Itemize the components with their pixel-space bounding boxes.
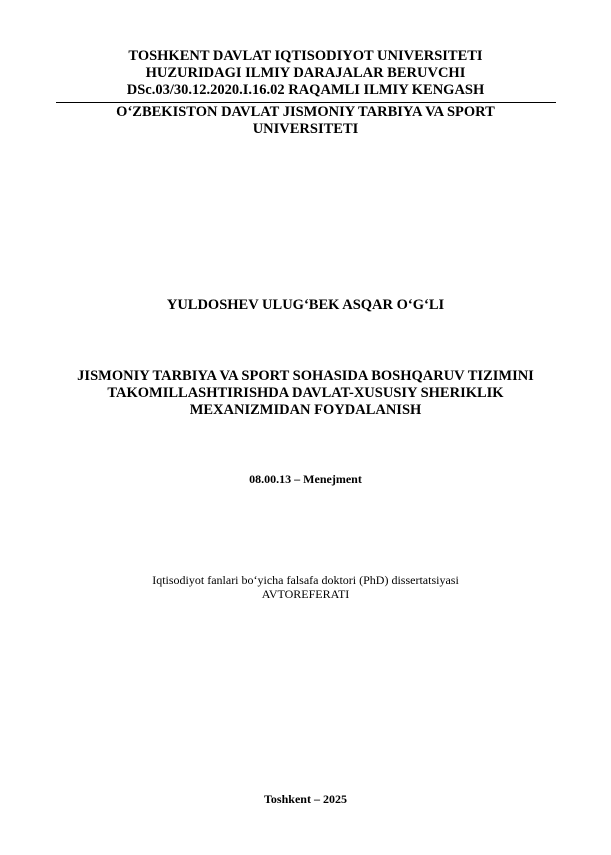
header-line-1: TOSHKENT DAVLAT IQTISODIYOT UNIVERSITETI [128, 48, 483, 64]
title-line-1: JISMONIY TARBIYA VA SPORT SOHASIDA BOSHQARUV TIZIMINI [77, 368, 534, 384]
university-line-2: UNIVERSITETI [252, 121, 359, 137]
degree-line-2: AVTOREFERATI [261, 587, 350, 601]
header-line-2: HUZURIDAGI ILMIY DARAJALAR BERUVCHI [145, 65, 466, 81]
dissertation-title [0, 368, 611, 419]
header-line-3: DSc.03/30.12.2020.I.16.02 RAQAMLI ILMIY KENGASH [126, 82, 485, 98]
council-header [0, 48, 611, 99]
university-name [0, 104, 611, 138]
title-line-3: MEXANIZMIDAN FOYDALANISH [189, 402, 422, 418]
degree-statement [0, 573, 611, 601]
header-divider [56, 102, 556, 103]
university-line-1: O‘ZBEKISTON DAVLAT JISMONIY TARBIYA VA SPORT [116, 104, 495, 120]
specialty-code: 08.00.13 – Menejment [249, 472, 362, 486]
author-name: YULDOSHEV ULUG‘BEK ASQAR O‘G‘LI [166, 297, 445, 313]
place-and-year: Toshkent – 2025 [264, 792, 347, 806]
degree-line-1: Iqtisodiyot fanlari bo‘yicha falsafa doktori (PhD) dissertatsiyasi [152, 573, 459, 587]
title-line-2: TAKOMILLASHTIRISHDA DAVLAT-XUSUSIY SHERIKLIK [107, 385, 504, 401]
